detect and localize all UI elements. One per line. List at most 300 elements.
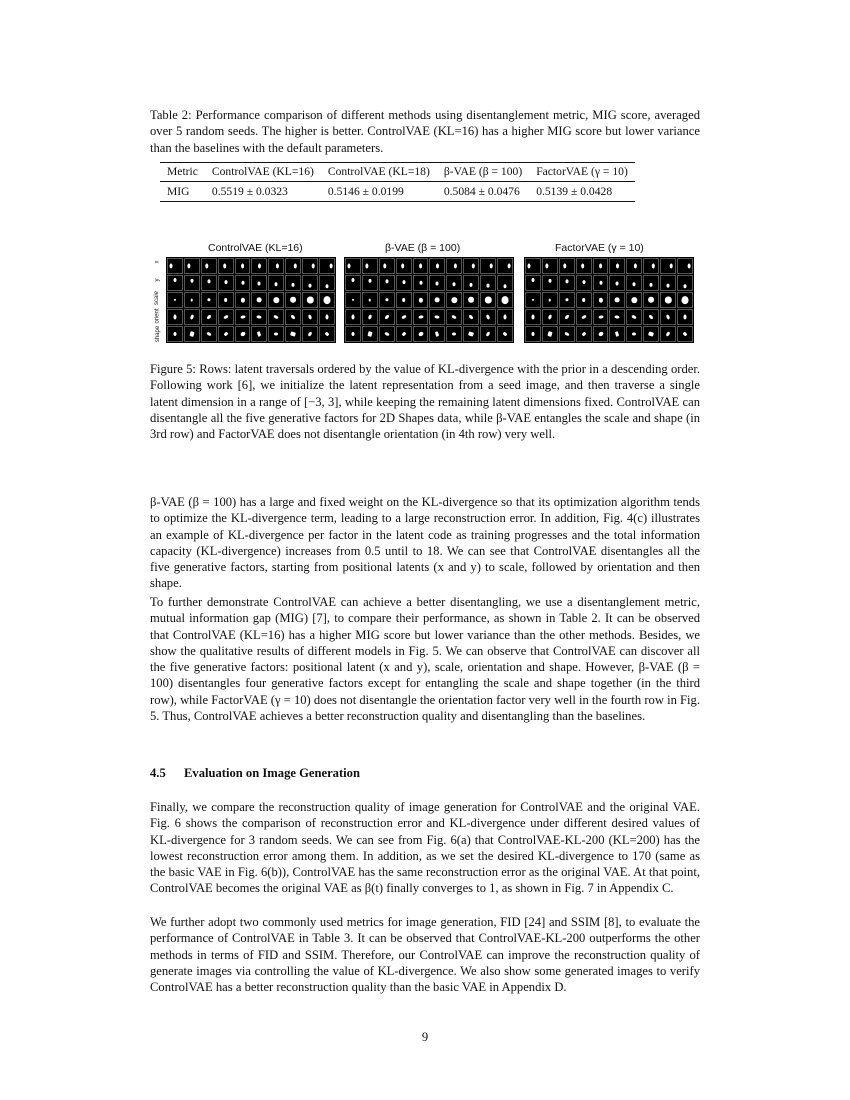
traversal-cell [626, 326, 642, 342]
traversal-cell [379, 275, 395, 291]
traversal-cell [235, 292, 251, 308]
traversal-cell [285, 292, 301, 308]
traversal-shape [206, 314, 212, 320]
traversal-shape [385, 298, 388, 301]
row-label-orient: orient [154, 308, 161, 324]
traversal-shape [330, 264, 333, 269]
traversal-cell [302, 292, 318, 308]
traversal-cell [319, 258, 335, 274]
traversal-shape [241, 264, 244, 269]
traversal-shape [191, 299, 194, 302]
traversal-cell [643, 292, 659, 308]
traversal-cell [643, 309, 659, 325]
traversal-shape [273, 314, 279, 319]
traversal-cell [609, 326, 625, 342]
traversal-cell [201, 326, 217, 342]
traversal-shape [290, 331, 296, 336]
traversal-shape [616, 282, 619, 286]
traversal-cell [643, 275, 659, 291]
traversal-cell [218, 275, 234, 291]
traversal-cell [446, 292, 462, 308]
traversal-cell [345, 309, 361, 325]
traversal-shape [258, 264, 261, 269]
traversal-shape [598, 315, 603, 319]
traversal-cell [497, 292, 513, 308]
traversal-cell [446, 258, 462, 274]
traversal-shape [325, 332, 330, 337]
row-labels [150, 257, 164, 345]
traversal-shape [451, 314, 457, 319]
traversal-shape [502, 296, 509, 304]
traversal-cell [167, 326, 183, 342]
traversal-shape [616, 264, 619, 269]
traversal-cell [413, 309, 429, 325]
panel-title-beta-vae: β-VAE (β = 100) [385, 242, 461, 254]
traversal-cell [379, 292, 395, 308]
traversal-shape [683, 332, 688, 337]
traversal-shape [224, 298, 228, 302]
traversal-cell [396, 275, 412, 291]
traversal-cell [609, 309, 625, 325]
traversal-shape [173, 315, 176, 320]
traversal-shape [531, 332, 534, 336]
traversal-shape [599, 264, 602, 269]
table-row [160, 182, 635, 202]
traversal-cell [184, 326, 200, 342]
traversal-shape [548, 279, 551, 283]
traversal-shape [417, 331, 423, 337]
traversal-shape [324, 296, 331, 304]
traversal-cell [251, 292, 267, 308]
traversal-cell [609, 292, 625, 308]
traversal-cell [542, 326, 558, 342]
traversal-shape [308, 314, 313, 320]
traversal-shape [190, 279, 193, 283]
traversal-shape [257, 315, 262, 319]
traversal-shape [452, 333, 456, 336]
traversal-shape [223, 264, 226, 269]
traversal-shape [205, 264, 208, 269]
traversal-cell [660, 326, 676, 342]
traversal-cell [218, 309, 234, 325]
traversal-shape [189, 331, 194, 337]
traversal-shape [648, 314, 654, 320]
traversal-cell [235, 258, 251, 274]
traversal-shape [257, 331, 261, 337]
traversal-shape [326, 315, 329, 320]
traversal-shape [666, 331, 671, 337]
traversal-shape [665, 296, 671, 303]
traversal-shape [258, 282, 261, 286]
row-label-x: x [154, 260, 160, 264]
cell-controlvae-kl16: 0.5519 ± 0.0323 [211, 185, 288, 198]
traversal-shape [531, 315, 534, 320]
traversal-cell [167, 258, 183, 274]
traversal-cell [184, 258, 200, 274]
header-controlvae-kl16: ControlVAE (KL=16) [211, 165, 314, 178]
traversal-shape [633, 282, 636, 286]
traversal-cell [285, 258, 301, 274]
header-beta-vae: β-VAE (β = 100) [443, 165, 523, 178]
header-factorvae: FactorVAE (γ = 10) [536, 165, 628, 178]
traversal-shape [173, 278, 176, 282]
traversal-shape [307, 296, 313, 303]
traversal-cell [576, 275, 592, 291]
traversal-cell [362, 309, 378, 325]
row-label-shape: shape [155, 325, 162, 343]
traversal-shape [174, 299, 176, 301]
header-controlvae-kl18: ControlVAE (KL=18) [327, 165, 430, 178]
traversal-shape [384, 314, 390, 320]
traversal-cell [413, 326, 429, 342]
traversal-shape [454, 264, 457, 269]
traversal-cell [235, 275, 251, 291]
traversal-shape [351, 278, 354, 282]
traversal-shape [632, 333, 636, 336]
traversal-shape [688, 264, 691, 269]
traversal-cell [345, 326, 361, 342]
traversal-cell [251, 275, 267, 291]
traversal-cell [660, 309, 676, 325]
traversal-cell [319, 326, 335, 342]
traversal-cell [677, 309, 693, 325]
traversal-shape [486, 331, 491, 337]
traversal-grid-controlvae [166, 257, 336, 343]
traversal-shape [401, 264, 404, 269]
traversal-shape [419, 281, 422, 285]
traversal-shape [666, 314, 671, 320]
traversal-shape [470, 283, 473, 287]
traversal-shape [435, 315, 440, 319]
traversal-cell [413, 292, 429, 308]
traversal-shape [402, 298, 406, 302]
traversal-cell [218, 292, 234, 308]
traversal-cell [480, 326, 496, 342]
traversal-shape [581, 332, 586, 337]
traversal-cell [525, 309, 541, 325]
traversal-cell [345, 292, 361, 308]
traversal-cell [446, 309, 462, 325]
traversal-cell [413, 258, 429, 274]
traversal-cell [184, 309, 200, 325]
table2-caption: Table 2: Performance comparison of different methods using disentanglement metric, MIG score, averaged over 5 random seeds. The higher is better. ControlVAE (KL=16) has a higher MIG score but lower variance than the baselines with the default parameters. [150, 108, 700, 155]
traversal-shape [173, 332, 176, 336]
traversal-cell [626, 309, 642, 325]
traversal-cell [319, 309, 335, 325]
traversal-shape [352, 299, 354, 301]
traversal-cell [677, 275, 693, 291]
traversal-cell [184, 275, 200, 291]
paragraph-2: To further demonstrate ControlVAE can achieve a better disentangling, we use a disentanglement metric, mutual information gap (MIG) [7], to compare their performance, as shown in Table 2. It can be observed that ControlVAE (KL=16) has a higher MIG score but lower variance than the other methods. Besides, we show the qualitative results of different models in Fig. 5. We can observe that ControlVAE can discover all the five generative factors: positional latent (x and y), scale, orientation and shape. However, β-VAE (β = 100) disentangles four generative factors except for entangling the scale and shape together (in the third row), while FactorVAE (γ = 10) does not disentangle the orientation factor very well in the fourth row in Fig. 5. Thus, ControlVAE achieves a better reconstruction quality and disentangling than the baselines. [150, 595, 700, 724]
traversal-cell [559, 275, 575, 291]
table2 [160, 162, 635, 202]
traversal-shape [582, 280, 585, 284]
traversal-shape [508, 264, 511, 269]
traversal-cell [396, 309, 412, 325]
traversal-shape [223, 332, 228, 337]
traversal-shape [274, 333, 278, 336]
traversal-shape [468, 314, 474, 320]
traversal-shape [490, 264, 493, 269]
traversal-shape [187, 264, 190, 269]
traversal-cell [660, 258, 676, 274]
traversal-cell [480, 275, 496, 291]
traversal-cell [362, 326, 378, 342]
traversal-cell [576, 326, 592, 342]
traversal-cell [201, 309, 217, 325]
traversal-cell [593, 292, 609, 308]
traversal-cell [268, 292, 284, 308]
traversal-cell [184, 292, 200, 308]
traversal-cell [251, 326, 267, 342]
traversal-cell [559, 326, 575, 342]
traversal-cell [497, 275, 513, 291]
traversal-shape [565, 279, 568, 283]
traversal-cell [429, 326, 445, 342]
traversal-cell [463, 309, 479, 325]
traversal-shape [582, 298, 586, 302]
traversal-cell [446, 326, 462, 342]
traversal-shape [468, 297, 474, 303]
paragraph-4: We further adopt two commonly used metrics for image generation, FID [24] and SSIM [8], to evaluate the performance of ControlVAE in Table 3. It can be observed that ControlVAE-KL-200 outperforms the other methods in terms of FID and SSIM. Therefore, our ControlVAE can improve the reconstruction quality of generate images via controlling the value of KL-divergence. We also show some generated images to verify ControlVAE has a better reconstruction quality than the basic VAE in Appendix D. [150, 915, 700, 995]
section-number: 4.5 [150, 766, 166, 780]
traversal-shape [564, 314, 570, 320]
traversal-shape [383, 264, 386, 269]
traversal-cell [429, 309, 445, 325]
row-label-y: y [154, 278, 160, 282]
traversal-shape [384, 331, 390, 336]
traversal-cell [463, 292, 479, 308]
traversal-shape [634, 264, 637, 269]
traversal-shape [504, 284, 507, 288]
traversal-cell [497, 309, 513, 325]
traversal-cell [542, 275, 558, 291]
traversal-shape [351, 332, 354, 336]
traversal-shape [290, 314, 296, 320]
traversal-cell [429, 292, 445, 308]
traversal-cell [167, 275, 183, 291]
traversal-cell [429, 258, 445, 274]
traversal-cell [167, 309, 183, 325]
traversal-cell [463, 275, 479, 291]
traversal-cell [379, 258, 395, 274]
traversal-cell [268, 258, 284, 274]
traversal-cell [251, 258, 267, 274]
traversal-cell [677, 292, 693, 308]
traversal-cell [609, 258, 625, 274]
traversal-shape [650, 283, 653, 287]
cell-factorvae: 0.5139 ± 0.0428 [536, 185, 613, 198]
traversal-shape [503, 332, 508, 337]
traversal-cell [218, 326, 234, 342]
traversal-cell [218, 258, 234, 274]
traversal-shape [436, 264, 439, 269]
table-header-row [160, 163, 635, 182]
traversal-cell [497, 326, 513, 342]
traversal-shape [241, 281, 244, 285]
page-number: 9 [421, 1030, 429, 1044]
traversal-shape [531, 278, 534, 282]
traversal-shape [351, 315, 354, 320]
traversal-cell [542, 292, 558, 308]
traversal-shape [549, 299, 552, 302]
traversal-cell [167, 292, 183, 308]
traversal-cell [593, 258, 609, 274]
traversal-shape [598, 298, 602, 303]
traversal-shape [632, 297, 637, 303]
traversal-cell [201, 275, 217, 291]
traversal-cell [525, 326, 541, 342]
cell-controlvae-kl18: 0.5146 ± 0.0199 [327, 185, 404, 198]
traversal-cell [319, 275, 335, 291]
traversal-cell [609, 275, 625, 291]
traversal-shape [418, 315, 423, 319]
traversal-cell [525, 275, 541, 291]
panel-title-factorvae: FactorVAE (γ = 10) [555, 242, 644, 254]
traversal-cell [677, 326, 693, 342]
traversal-shape [597, 331, 603, 337]
traversal-cell [593, 326, 609, 342]
traversal-shape [487, 284, 490, 288]
traversal-shape [368, 314, 373, 320]
traversal-shape [436, 282, 439, 286]
traversal-shape [223, 314, 229, 319]
traversal-shape [402, 280, 405, 284]
traversal-cell [268, 326, 284, 342]
traversal-shape [648, 297, 654, 303]
traversal-cell [576, 258, 592, 274]
section-title: Evaluation on Image Generation [184, 766, 360, 780]
traversal-grid-factorvae [524, 257, 694, 343]
traversal-cell [345, 275, 361, 291]
traversal-shape [684, 284, 687, 288]
traversal-grid-beta-vae [344, 257, 514, 343]
traversal-cell [593, 275, 609, 291]
traversal-shape [615, 331, 619, 337]
traversal-shape [670, 264, 673, 269]
traversal-cell [660, 275, 676, 291]
traversal-cell [463, 258, 479, 274]
traversal-cell [429, 275, 445, 291]
traversal-cell [285, 275, 301, 291]
traversal-shape [652, 264, 655, 269]
traversal-cell [396, 292, 412, 308]
traversal-cell [576, 292, 592, 308]
traversal-cell [396, 258, 412, 274]
traversal-shape [294, 264, 297, 269]
traversal-cell [251, 309, 267, 325]
traversal-shape [401, 314, 407, 319]
traversal-shape [207, 298, 210, 301]
traversal-shape [581, 264, 584, 269]
traversal-cell [559, 258, 575, 274]
traversal-shape [418, 298, 422, 303]
traversal-shape [275, 282, 278, 286]
traversal-shape [532, 299, 534, 301]
section-heading [150, 766, 360, 781]
traversal-cell [525, 258, 541, 274]
traversal-cell [268, 275, 284, 291]
traversal-shape [468, 331, 474, 336]
traversal-shape [563, 264, 566, 269]
figure5 [150, 240, 700, 345]
paragraph-3: Finally, we compare the reconstruction quality of image generation for ControlVAE and the original VAE. Fig. 6 shows the comparison of reconstruction error and KL-divergence under different desired values of KL-divergence for 3 random seeds. We can see from Fig. 6(a) that ControlVAE-KL-200 (KL=200) has the lowest reconstruction error among them. In addition, as we set the desired KL-divergence to 170 (same as the basic VAE in Fig. 6(b)), ControlVAE has the same reconstruction error as the original VAE. At that point, ControlVAE becomes the original VAE as β(t) finally converges to 1, as shown in Fig. 7 in Appendix C. [150, 800, 700, 896]
traversal-cell [413, 275, 429, 291]
traversal-shape [308, 331, 313, 337]
traversal-cell [626, 292, 642, 308]
traversal-shape [207, 279, 210, 283]
traversal-cell [446, 275, 462, 291]
traversal-shape [347, 264, 350, 269]
traversal-cell [285, 326, 301, 342]
traversal-shape [240, 298, 244, 303]
traversal-shape [547, 331, 552, 337]
figure5-caption: Figure 5: Rows: latent traversals ordered by the value of KL-divergence with the prior in a descending order. Following work [6], we initialize the latent representation from a seed image, and then traverse a single latent dimension in a range of [−3, 3], while keeping the remaining latent dimensions fixed. ControlVAE can disentangle all the five generative factors for 2D Shapes data, while β-VAE entangles the scale and shape (in 3rd row) and FactorVAE does not disentangle orientation (in 4th row) very well. [150, 362, 700, 442]
traversal-shape [452, 297, 457, 303]
traversal-shape [485, 296, 491, 303]
traversal-shape [548, 314, 553, 320]
traversal-cell [525, 292, 541, 308]
traversal-cell [660, 292, 676, 308]
header-metric: Metric [167, 165, 198, 178]
traversal-cell [463, 326, 479, 342]
traversal-cell [576, 309, 592, 325]
traversal-shape [527, 264, 530, 269]
traversal-shape [365, 264, 368, 269]
traversal-shape [615, 297, 620, 302]
panel-title-controlvae: ControlVAE (KL=16) [208, 242, 303, 254]
traversal-shape [486, 314, 491, 320]
traversal-shape [472, 264, 475, 269]
traversal-cell [345, 258, 361, 274]
traversal-cell [379, 309, 395, 325]
traversal-shape [453, 282, 456, 286]
traversal-cell [362, 258, 378, 274]
traversal-cell [542, 309, 558, 325]
traversal-shape [368, 279, 371, 283]
traversal-cell [497, 258, 513, 274]
traversal-shape [385, 279, 388, 283]
traversal-cell [201, 292, 217, 308]
traversal-cell [396, 326, 412, 342]
traversal-shape [631, 314, 637, 319]
traversal-shape [367, 331, 372, 337]
traversal-cell [302, 258, 318, 274]
traversal-shape [239, 331, 245, 337]
traversal-shape [206, 331, 212, 336]
traversal-cell [362, 292, 378, 308]
traversal-cell [626, 258, 642, 274]
traversal-shape [565, 298, 568, 301]
traversal-shape [504, 315, 507, 320]
traversal-cell [235, 309, 251, 325]
traversal-cell [593, 309, 609, 325]
traversal-shape [682, 296, 689, 304]
traversal-shape [581, 314, 587, 319]
traversal-cell [677, 258, 693, 274]
traversal-shape [615, 315, 620, 319]
traversal-shape [257, 297, 262, 302]
traversal-cell [285, 309, 301, 325]
traversal-shape [599, 281, 602, 285]
traversal-shape [290, 297, 296, 303]
traversal-cell [559, 292, 575, 308]
traversal-cell [480, 258, 496, 274]
traversal-cell [643, 258, 659, 274]
traversal-shape [224, 280, 227, 284]
traversal-shape [274, 297, 279, 303]
traversal-cell [379, 326, 395, 342]
